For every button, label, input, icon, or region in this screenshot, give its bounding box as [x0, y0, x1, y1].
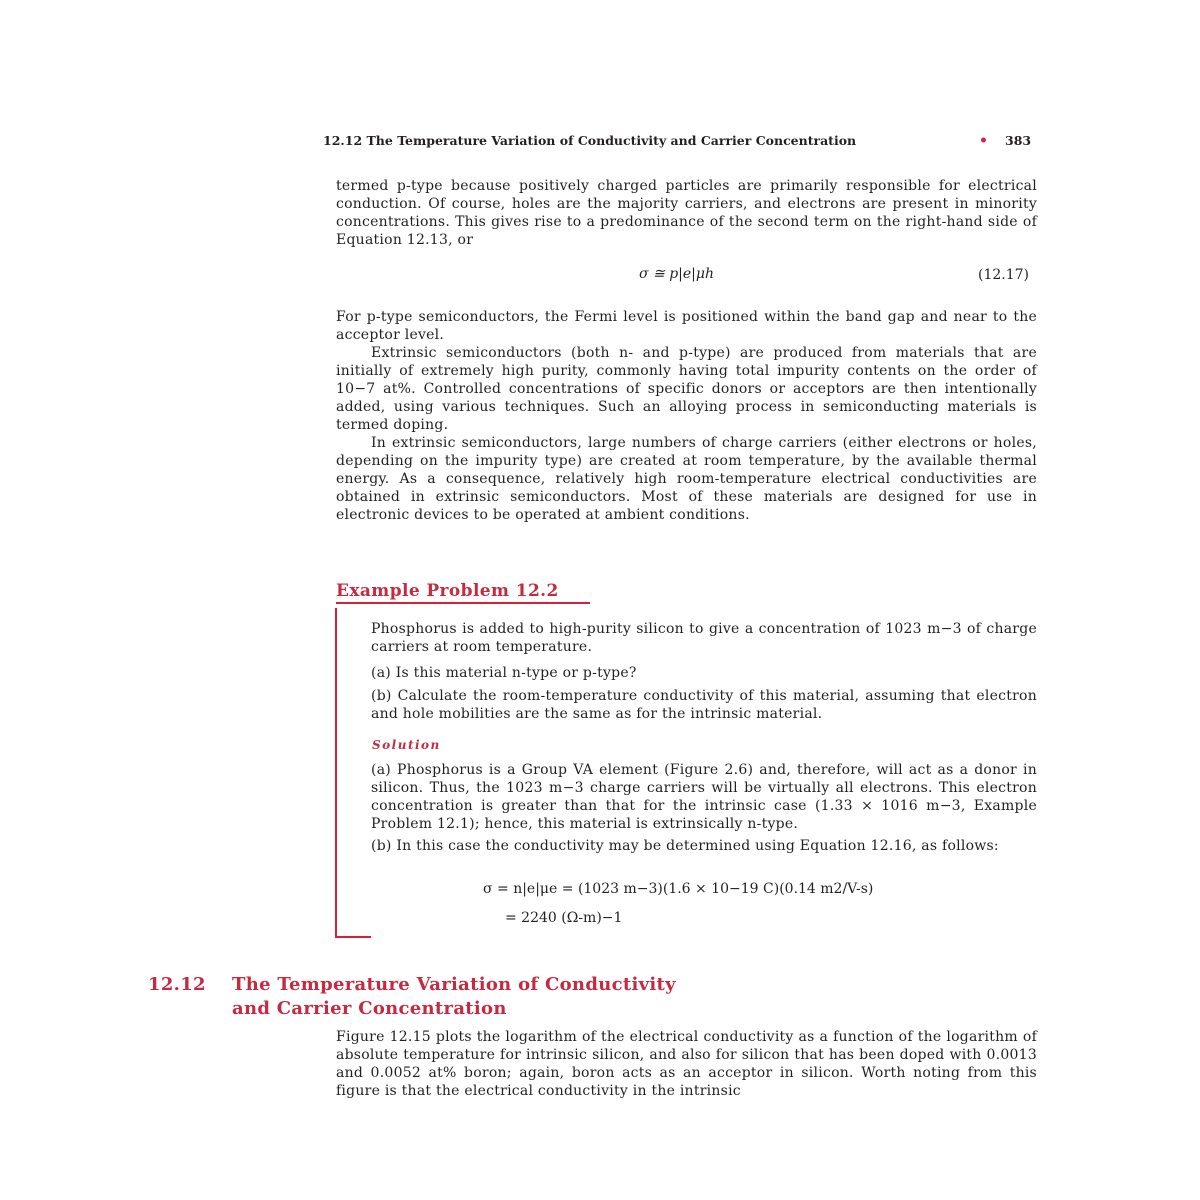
intro-paragraph-1 [336, 177, 1037, 249]
solution-equation-line-2: = 2240 (Ω-m)−1 [505, 910, 623, 926]
section-paragraph-text: Figure 12.15 plots the logarithm of the electrical conductivity as a function of the logarithm of absolute temperature for intrinsic silicon, and also for silicon that has been doped with 0.0013 and 0.0052 at% boron; again, boron acts as an acceptor in silicon. Worth noting from this figure is that the electrical conductivity in the intrinsic [336, 1029, 1037, 1099]
example-side-bar [335, 608, 337, 938]
section-number: 12.12 [148, 974, 206, 995]
intro-p2: For p-type semiconductors, the Fermi level is positioned within the band gap and near to the acceptor level. [336, 309, 1037, 343]
intro-p3: Extrinsic semiconductors (both n- and p-type) are produced from materials that are initially of extremely high purity, commonly having total impurity contents on the order of 10−7 at%. Controlled concentrations of specific donors or acceptors are then intentionally added, using various techniques. Such an alloying process in semiconducting materials is termed doping. [336, 345, 1037, 433]
example-problem-statement [371, 620, 1037, 656]
section-title-line-1: The Temperature Variation of Conductivity [232, 974, 676, 995]
solution-part-b [371, 837, 1037, 855]
equation-12-17: σ ≅ p|e|μh [639, 266, 714, 282]
example-problem-heading: Example Problem 12.2 [336, 581, 559, 601]
solution-b-text: (b) In this case the conductivity may be determined using Equation 12.16, as follows: [371, 838, 999, 854]
intro-p4: In extrinsic semiconductors, large numbers of charge carriers (either electrons or holes, depending on the impurity type) are created at room temperature, by the available thermal energy. As a consequence, relatively high room-temperature electrical conductivities are obtained in extrinsic semiconductors. Most of these materials are designed for use in electronic devices to be operated at ambient conditions. [336, 435, 1037, 523]
page-number: 383 [1005, 133, 1032, 148]
section-title-line-2: and Carrier Concentration [232, 998, 507, 1019]
equation-number: (12.17) [978, 267, 1030, 283]
solution-part-a [371, 761, 1037, 833]
running-head-title: 12.12 The Temperature Variation of Conductivity and Carrier Concentration [323, 133, 857, 148]
solution-label: Solution [372, 738, 441, 752]
part-a-text: (a) Is this material n-type or p-type? [371, 665, 637, 681]
example-part-a [371, 664, 1037, 682]
solution-equation-line-1: σ = n|e|μe = (1023 m−3)(1.6 × 10−19 C)(0.14 m2/V-s) [483, 881, 874, 897]
intro-paragraphs [336, 308, 1037, 524]
running-head [323, 133, 1037, 151]
bullet-icon: • [979, 133, 988, 149]
example-foot-rule [335, 936, 371, 938]
solution-a-text: (a) Phosphorus is a Group VA element (Figure 2.6) and, therefore, will act as a donor in silicon. Thus, the 1023 m−3 charge carriers will be virtually all electrons. This electron concentration is greater than that for the intrinsic case (1.33 × 1016 m−3, Example Problem 12.1); hence, this material is extrinsically n-type. [371, 762, 1037, 832]
example-problem-text: Phosphorus is added to high-purity silicon to give a concentration of 1023 m−3 of charge carriers at room temperature. [371, 621, 1037, 655]
heading-rule [336, 602, 590, 604]
part-b-text: (b) Calculate the room-temperature conductivity of this material, assuming that electron and hole mobilities are the same as for the intrinsic material. [371, 688, 1037, 722]
section-paragraph [336, 1028, 1037, 1100]
example-part-b [371, 687, 1037, 723]
intro-p1: termed p-type because positively charged particles are primarily responsible for electrical conduction. Of course, holes are the majority carriers, and electrons are present in minority concentrations. This gives rise to a predominance of the second term on the right-hand side of Equation 12.13, or [336, 178, 1037, 248]
